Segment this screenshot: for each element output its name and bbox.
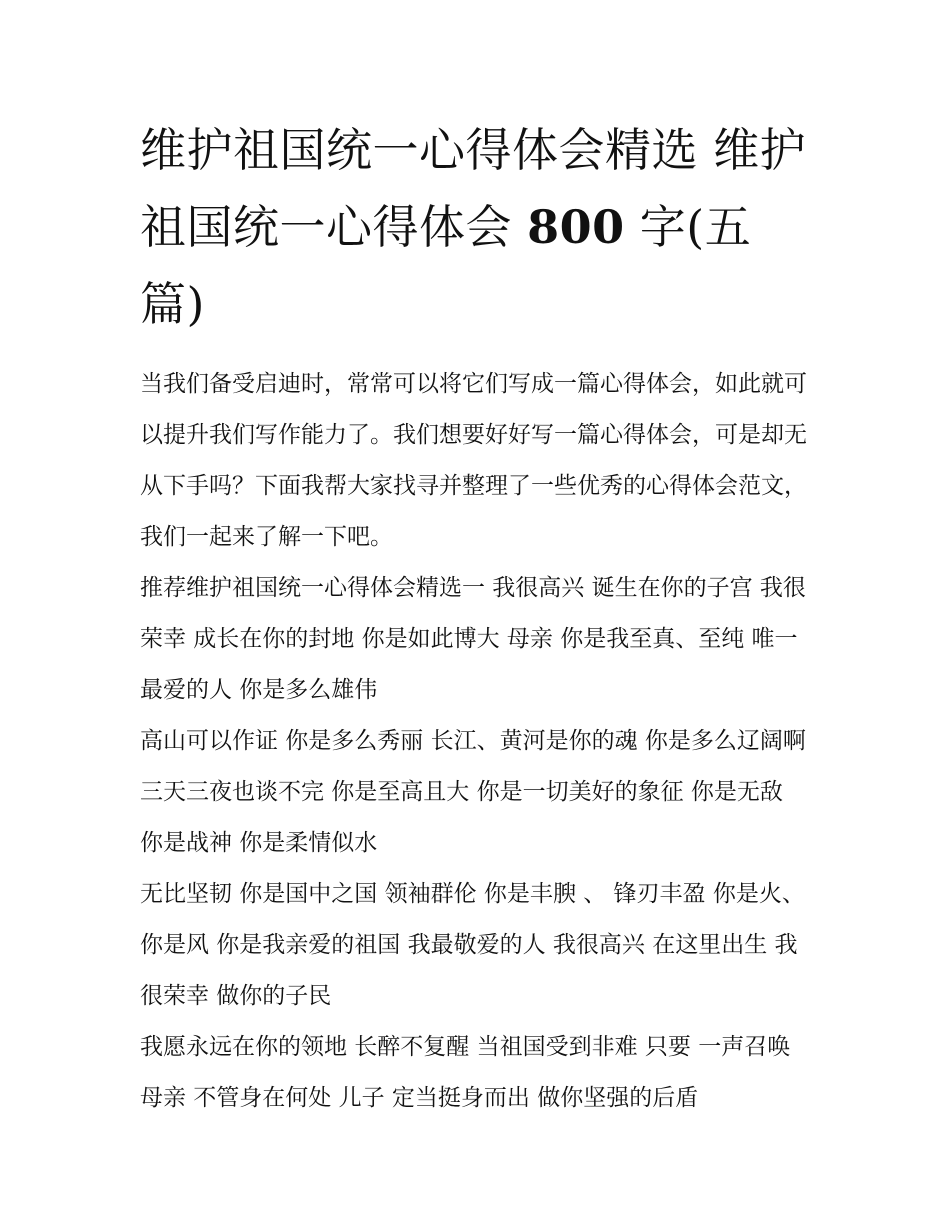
poem-paragraph-2: 高山可以作证 你是多么秀丽 长江、黄河是你的魂 你是多么辽阔啊 三天三夜也谈不完 你是至高且大 你是一切美好的象征 你是无敌 你是战神 你是柔情似水 [140,728,806,856]
title-text-part2: 字(五篇) [140,200,752,331]
title-text-part1: 维护祖国统一心得体会精选 维护祖国统一心得体会 [140,123,807,254]
poem-paragraph-4: 我愿永远在你的领地 长醉不复醒 当祖国受到非难 只要 一声召唤 母亲 不管身在何处 儿子 定当挺身而出 做你坚强的后盾 [140,1034,791,1111]
poem-paragraph-1: 推荐维护祖国统一心得体会精选一 我很高兴 诞生在你的子宫 我很荣幸 成长在你的封地 你是如此博大 母亲 你是我至真、至纯 唯一最爱的人 你是多么雄伟 [140,575,806,703]
document-page [140,112,812,1124]
poem-paragraph-3: 无比坚韧 你是国中之国 领袖群伦 你是丰腴 、 锋刃丰盈 你是火、你是风 你是我亲爱的祖国 我最敬爱的人 我很高兴 在这里出生 我很荣幸 做你的子民 [140,881,805,1009]
title-word-count: 800 [527,200,625,254]
intro-paragraph: 当我们备受启迪时，常常可以将它们写成一篇心得体会，如此就可以提升我们写作能力了。我们想要好好写一篇心得体会，可是却无从下手吗？下面我帮大家找寻并整理了一些优秀的心得体会范文，我们一起来了解一下吧。 [140,371,807,550]
document-title [140,112,812,343]
